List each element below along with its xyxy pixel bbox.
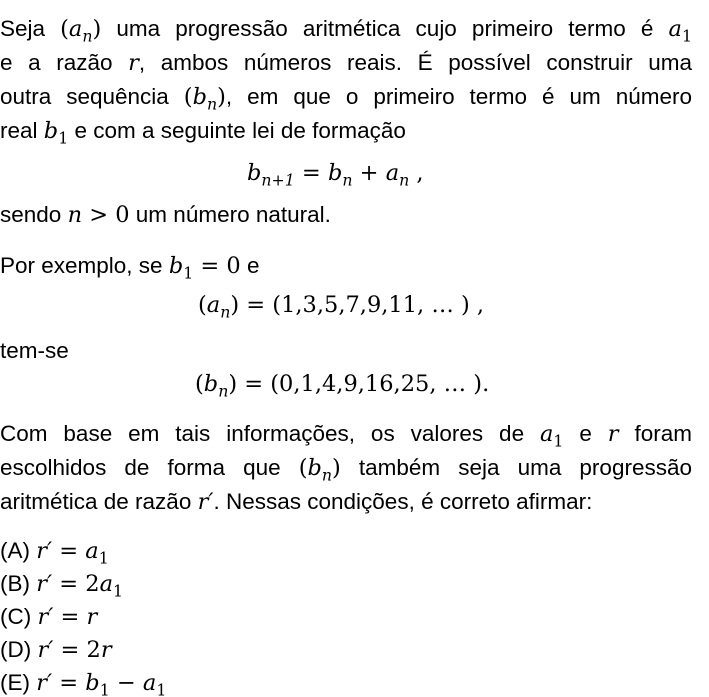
conclusion-text: também seja uma progressão [340, 455, 692, 480]
math-sub: n [206, 94, 218, 114]
math-var: a [68, 16, 83, 42]
option-label: (A) [0, 538, 37, 563]
conclusion-text: escolhidos de forma que [0, 455, 299, 480]
math-var: r [128, 50, 139, 76]
equals-sign: = [52, 670, 86, 696]
math-var: a [206, 292, 221, 318]
math-var: r′ [37, 604, 54, 630]
math-var: b [203, 371, 219, 397]
math-coef: 2 [86, 637, 101, 663]
option-label: (D) [0, 637, 38, 662]
intro-text: outra sequência [0, 84, 184, 109]
conclusion-text: aritmética de razão [0, 489, 198, 514]
math-var: r [100, 637, 112, 663]
conclusion-text: e [563, 421, 608, 446]
paren: ( [298, 455, 308, 481]
math-sub: n+1 [261, 170, 295, 190]
equals-sign: = [52, 538, 86, 564]
intro-text: e com a seguinte lei de formação [68, 118, 406, 143]
intro-text: , em que o primeiro termo é um número [225, 84, 692, 109]
paren: ( [60, 16, 69, 42]
equals-sign: = [53, 637, 87, 663]
option-label: (C) [0, 604, 38, 629]
math-equation: = 0 [193, 253, 241, 279]
paren: ( [183, 84, 193, 110]
paren: ) [92, 16, 102, 42]
equals-sign: = [52, 571, 86, 597]
math-var: a [142, 670, 157, 696]
example-text: Por exemplo, se [0, 253, 169, 278]
example-text: tem-se [0, 338, 69, 363]
intro-text: real [0, 118, 44, 143]
math-var: r [607, 421, 619, 447]
paren: ( [198, 292, 207, 318]
math-var: b [168, 253, 184, 279]
intro-line-3 [0, 84, 692, 114]
math-var: b [307, 455, 322, 481]
intro-line-4 [0, 118, 406, 148]
math-sub: n [399, 170, 410, 190]
bn-sequence [195, 371, 490, 401]
math-sub: 1 [681, 26, 692, 46]
conclusion-text: foram [618, 421, 692, 446]
math-var: n [67, 202, 83, 228]
math-var: r′ [197, 489, 214, 515]
sequence-values: ) = (0,1,4,9,16,25, … ). [228, 371, 490, 397]
comma: , [409, 160, 424, 186]
plus-sign: + [352, 160, 386, 186]
conclusion-line-2 [0, 455, 692, 485]
math-var: r [86, 604, 98, 630]
math-sub: n [321, 465, 333, 485]
intro-text: Seja [0, 16, 61, 41]
paren: ) [332, 455, 341, 481]
math-var: b [327, 160, 343, 186]
conclusion-text: Com base em tais informações, os valores de [0, 421, 540, 446]
math-sub: 1 [553, 431, 564, 451]
sequence-values: ) = (1,3,5,7,9,11, … ) , [230, 292, 485, 318]
sendo-text: sendo [0, 202, 68, 227]
an-sequence [198, 292, 485, 322]
math-var: b [192, 84, 207, 110]
option-a[interactable] [0, 538, 109, 568]
math-sub: n [342, 170, 353, 190]
paren: ( [195, 371, 204, 397]
math-sub: 1 [183, 263, 194, 283]
math-sub: n [82, 26, 93, 46]
math-var: a [668, 16, 682, 42]
math-var: a [99, 571, 114, 597]
example-text: e [240, 253, 260, 278]
conclusion-line-1 [0, 421, 692, 451]
option-b[interactable] [0, 571, 124, 601]
example-intro [0, 253, 260, 283]
temse-line [0, 338, 69, 364]
intro-line-2 [0, 50, 692, 76]
math-sub: 1 [99, 680, 110, 697]
option-d[interactable] [0, 637, 112, 663]
math-sub: n [220, 302, 231, 322]
intro-line-1 [0, 16, 692, 46]
math-sub: n [218, 381, 229, 401]
math-var: r′ [36, 571, 53, 597]
math-sub: 1 [113, 581, 124, 601]
option-label: (E) [0, 670, 37, 695]
conclusion-text: . Nessas condições, é correto afirmar: [213, 489, 593, 514]
math-var: r′ [36, 670, 53, 696]
conclusion-line-3 [0, 489, 592, 515]
recurrence-formula [247, 160, 424, 190]
paren: ) [217, 84, 226, 110]
intro-text: e a razão [0, 50, 129, 75]
intro-text: , ambos números reais. É possível construir uma [138, 50, 692, 75]
minus-sign: − [109, 670, 143, 696]
math-var: b [85, 670, 100, 696]
math-sub: 1 [58, 128, 69, 148]
equals-sign: = [53, 604, 87, 630]
math-var: b [43, 118, 59, 144]
math-sub: 1 [156, 680, 167, 697]
math-var: a [85, 538, 99, 564]
math-sub: 1 [98, 548, 109, 568]
math-var: r′ [36, 538, 53, 564]
option-e[interactable] [0, 670, 166, 696]
math-var: a [385, 160, 400, 186]
math-coef: 2 [85, 571, 100, 597]
option-label: (B) [0, 571, 37, 596]
math-var: a [540, 421, 554, 447]
equals-sign: = [294, 160, 328, 186]
math-var: b [247, 160, 262, 186]
option-c[interactable] [0, 604, 97, 630]
sendo-text: um número natural. [129, 202, 331, 227]
sendo-line [0, 202, 331, 228]
math-var: r′ [37, 637, 54, 663]
inequality: > 0 [82, 202, 130, 228]
intro-text: uma progressão aritmética cujo primeiro termo é [101, 16, 669, 41]
